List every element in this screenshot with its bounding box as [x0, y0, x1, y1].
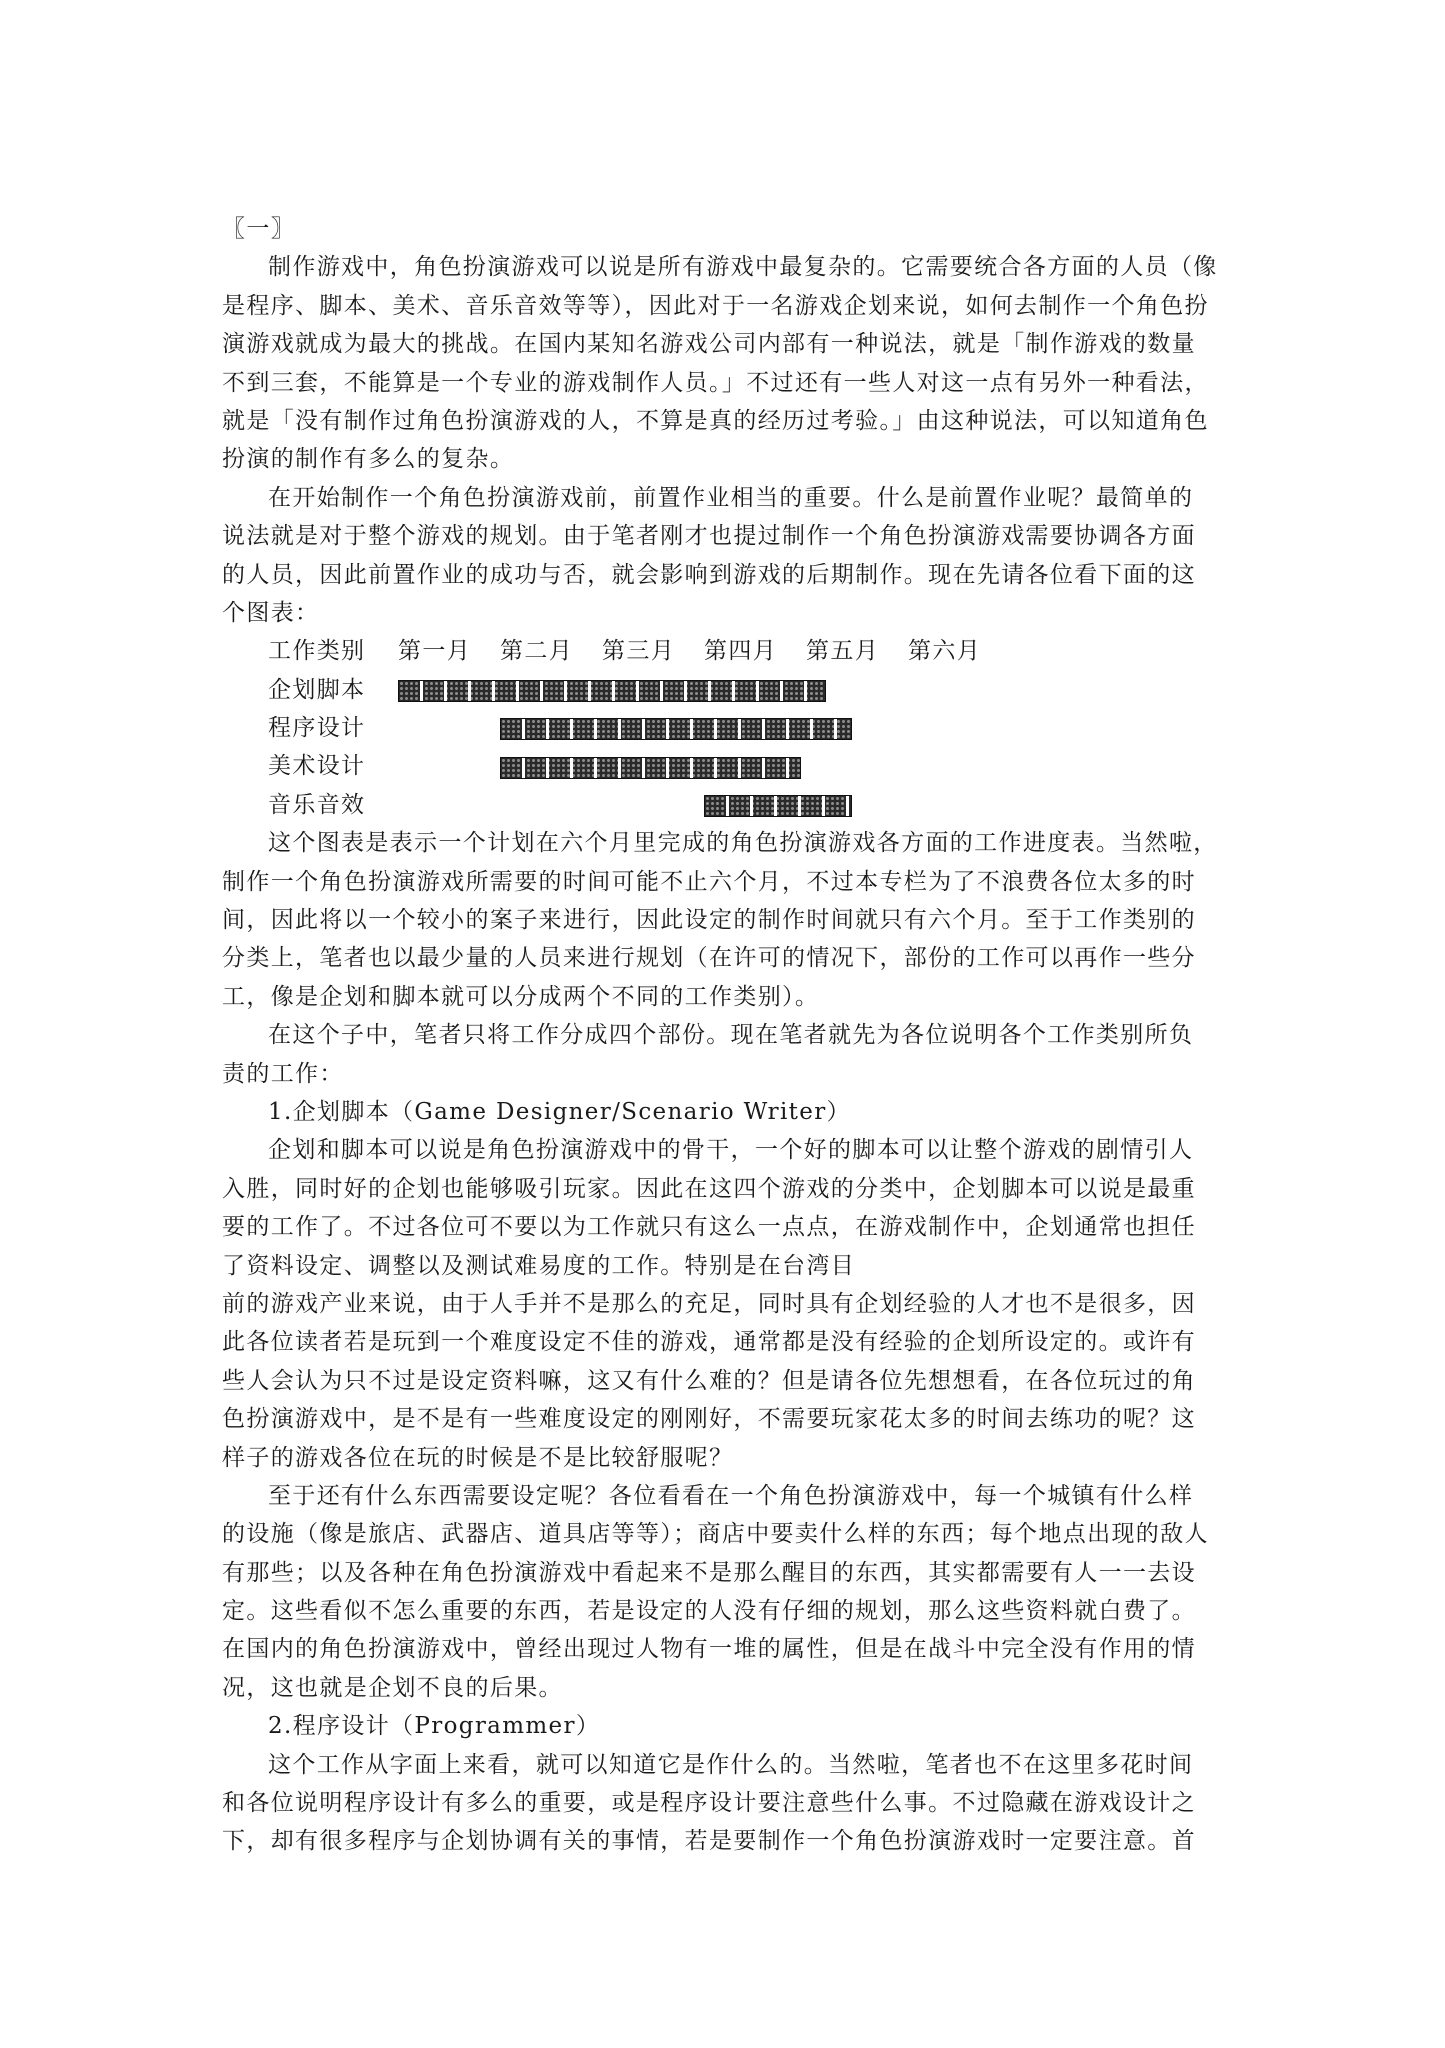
chart-row: [222, 747, 1232, 785]
text-line: 演游戏就成为最大的挑战。在国内某知名游戏公司内部有一种说法，就是「制作游戏的数量: [222, 331, 1196, 358]
chart-row: [222, 671, 1232, 709]
text-line: 的人员，因此前置作业的成功与否，就会影响到游戏的后期制作。现在先请各位看下面的这: [222, 561, 1196, 588]
text-line: 制作游戏中，角色扮演游戏可以说是所有游戏中最复杂的。它需要统合各方面的人员（像: [268, 254, 1218, 281]
text-line: 不到三套，不能算是一个专业的游戏制作人员。」不过还有一些人对这一点有另外一种看法，: [222, 369, 1209, 396]
text-line: 定。这些看似不怎么重要的东西，若是设定的人没有仔细的规划，那么这些资料就白费了。: [222, 1598, 1196, 1625]
section-marker: 〖一〗: [222, 216, 296, 242]
text-line: 入胜，同时好的企划也能够吸引玩家。因此在这四个游戏的分类中，企划脚本可以说是最重: [222, 1175, 1196, 1202]
text-line: 在开始制作一个角色扮演游戏前，前置作业相当的重要。什么是前置作业呢？最简单的: [268, 484, 1194, 511]
chart-bar: [704, 795, 852, 817]
text-line: 至于还有什么东西需要设定呢？各位看看在一个角色扮演游戏中，每一个城镇有什么样: [268, 1482, 1194, 1509]
chart-bar: [500, 757, 801, 779]
text-line: 就是「没有制作过角色扮演游戏的人，不算是真的经历过考验。」由这种说法，可以知道角色: [222, 407, 1209, 434]
chart-category-label: 企划脚本: [268, 676, 366, 703]
text-line: 这个图表是表示一个计划在六个月里完成的角色扮演游戏各方面的工作进度表。当然啦，: [268, 830, 1218, 857]
programmer-paragraph: [222, 1746, 1232, 1861]
text-line: 是程序、脚本、美术、音乐音效等等），因此对于一名游戏企划来说，如何去制作一个角色扮: [222, 292, 1209, 319]
text-line: 工，像是企划和脚本就可以分成两个不同的工作类别）。: [222, 983, 820, 1010]
chart-explanation-paragraph: [222, 824, 1232, 1016]
chart-month-label: 第四月: [704, 638, 778, 665]
chart-category-label: 美术设计: [268, 753, 366, 780]
prep-paragraph: [222, 479, 1232, 633]
chart-header-row: [222, 632, 1232, 670]
text-line: 个图表：: [222, 599, 320, 626]
section-heading-programmer: 2.程序设计（Programmer）: [268, 1713, 601, 1740]
text-line: 了资料设定、调整以及测试难易度的工作。特别是在台湾目: [222, 1252, 856, 1279]
chart-track: [398, 715, 878, 741]
text-line: 扮演的制作有多么的复杂。: [222, 446, 515, 473]
text-line: 前的游戏产业来说，由于人手并不是那么的充足，同时具有企划经验的人才也不是很多，因: [222, 1290, 1196, 1317]
text-line: 些人会认为只不过是设定资料嘛，这又有什么难的？但是请各位先想想看，在各位玩过的角: [222, 1367, 1196, 1394]
four-parts-paragraph: [222, 1016, 1232, 1093]
text-line: 责的工作：: [222, 1060, 344, 1087]
chart-track: [398, 677, 878, 703]
text-line: 间，因此将以一个较小的案子来进行，因此设定的制作时间就只有六个月。至于工作类别的: [222, 907, 1196, 934]
chart-row: [222, 709, 1232, 747]
text-line: 这个工作从字面上来看，就可以知道它是作什么的。当然啦，笔者也不在这里多花时间: [268, 1751, 1194, 1778]
chart-track: [398, 792, 878, 818]
text-line: 制作一个角色扮演游戏所需要的时间可能不止六个月，不过本专栏为了不浪费各位太多的时: [222, 868, 1196, 895]
text-line: 下，却有很多程序与企划协调有关的事情，若是要制作一个角色扮演游戏时一定要注意。首: [222, 1828, 1196, 1855]
text-line: 此各位读者若是玩到一个难度设定不佳的游戏，通常都是没有经验的企划所设定的。或许有: [222, 1329, 1196, 1356]
text-line: 的设施（像是旅店、武器店、道具店等等）；商店中要卖什么样的东西；每个地点出现的敌人: [222, 1521, 1209, 1548]
chart-month-label: 第三月: [602, 638, 676, 665]
chart-bar: [500, 718, 852, 740]
text-line: 色扮演游戏中，是不是有一些难度设定的刚刚好，不需要玩家花太多的时间去练功的呢？这: [222, 1406, 1196, 1433]
chart-category-label: 音乐音效: [268, 791, 366, 818]
text-line: 分类上，笔者也以最少量的人员来进行规划（在许可的情况下，部份的工作可以再作一些分: [222, 945, 1196, 972]
schedule-chart: [222, 632, 1232, 824]
text-line: 企划和脚本可以说是角色扮演游戏中的骨干，一个好的脚本可以让整个游戏的剧情引人: [268, 1137, 1194, 1164]
text-line: 在国内的角色扮演游戏中，曾经出现过人物有一堆的属性，但是在战斗中完全没有作用的情: [222, 1636, 1196, 1663]
text-line: 样子的游戏各位在玩的时候是不是比较舒服呢？: [222, 1444, 734, 1471]
designer-paragraph: [222, 1131, 1232, 1477]
text-line: 说法就是对于整个游戏的规划。由于笔者刚才也提过制作一个角色扮演游戏需要协调各方面: [222, 523, 1196, 550]
chart-row: [222, 786, 1232, 824]
text-line: 有那些；以及各种在角色扮演游戏中看起来不是那么醒目的东西，其实都需要有人一一去设: [222, 1559, 1196, 1586]
chart-month-label: 第一月: [398, 638, 472, 665]
chart-category-label: 程序设计: [268, 715, 366, 742]
text-line: 况，这也就是企划不良的后果。: [222, 1674, 563, 1701]
settings-paragraph: [222, 1477, 1232, 1707]
chart-bar: [398, 680, 826, 702]
chart-header-label: 工作类别: [268, 638, 366, 665]
chart-month-label: 第二月: [500, 638, 574, 665]
section-heading-game-designer: 1.企划脚本（Game Designer/Scenario Writer）: [268, 1098, 851, 1125]
text-line: 和各位说明程序设计有多么的重要，或是程序设计要注意些什么事。不过隐藏在游戏设计之: [222, 1790, 1196, 1817]
text-line: 要的工作了。不过各位可不要以为工作就只有这么一点点，在游戏制作中，企划通常也担任: [222, 1214, 1196, 1241]
chart-month-label: 第六月: [908, 638, 982, 665]
document-page: [222, 210, 1232, 1861]
chart-month-label: 第五月: [806, 638, 880, 665]
text-line: 在这个子中，笔者只将工作分成四个部份。现在笔者就先为各位说明各个工作类别所负: [268, 1022, 1194, 1049]
intro-paragraph: [222, 248, 1232, 478]
chart-track: [398, 754, 878, 780]
